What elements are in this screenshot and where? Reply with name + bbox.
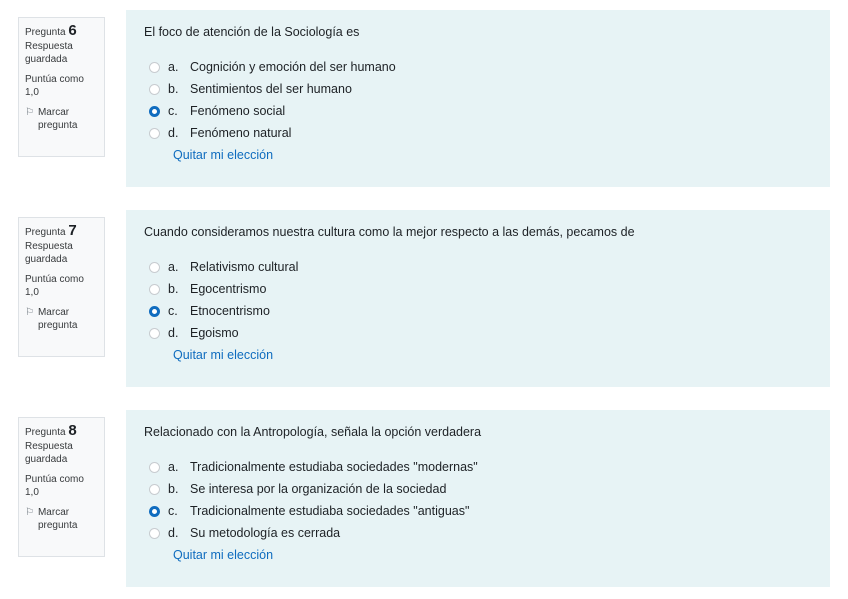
answer-letter: a.	[168, 460, 179, 474]
answer-text: Relativismo cultural	[190, 260, 299, 274]
answer-letter: c.	[168, 104, 178, 118]
answer-text: Egocentrismo	[190, 282, 267, 296]
answer-text: Tradicionalmente estudiaba sociedades "modernas"	[190, 460, 478, 474]
answer-text: Cognición y emoción del ser humano	[190, 60, 396, 74]
answer-letter: c.	[168, 304, 178, 318]
answer-option-d[interactable]	[149, 322, 812, 344]
answer-letter: d.	[168, 526, 179, 540]
answer-text: Fenómeno natural	[190, 126, 292, 140]
flag-question-button[interactable]	[25, 306, 98, 332]
answer-option-a[interactable]	[149, 56, 812, 78]
answer-text: Fenómeno social	[190, 104, 286, 118]
answer-letter: b.	[168, 282, 179, 296]
flag-icon: ⚐	[25, 507, 34, 518]
radio-button[interactable]	[149, 84, 160, 95]
clear-choice-link[interactable]: Quitar mi elección	[173, 548, 274, 562]
flag-label: Marcar pregunta	[37, 107, 78, 131]
question-state: Respuesta guardada	[25, 441, 73, 465]
answer-option-b[interactable]	[149, 478, 812, 500]
answer-list	[144, 256, 812, 362]
question-label: Pregunta	[25, 27, 66, 38]
question-label: Pregunta	[25, 427, 66, 438]
answer-option-c[interactable]	[149, 300, 812, 322]
radio-button-selected[interactable]	[149, 106, 160, 117]
radio-button[interactable]	[149, 284, 160, 295]
question-grade: Puntúa como 1,0	[25, 274, 84, 298]
flag-question-button[interactable]	[25, 106, 98, 132]
question-text: El foco de atención de la Sociología es	[144, 25, 360, 39]
radio-button[interactable]	[149, 484, 160, 495]
answer-letter: d.	[168, 326, 179, 340]
flag-label: Marcar pregunta	[37, 507, 78, 531]
question-number: 6	[68, 22, 77, 39]
answer-option-d[interactable]	[149, 522, 812, 544]
flag-icon: ⚐	[25, 107, 34, 118]
answer-text: Tradicionalmente estudiaba sociedades "antiguas"	[190, 504, 470, 518]
radio-button[interactable]	[149, 128, 160, 139]
question-number: 8	[68, 422, 77, 439]
question-info	[18, 417, 105, 557]
question-label: Pregunta	[25, 227, 66, 238]
answer-list	[144, 56, 812, 162]
question-content	[126, 210, 830, 387]
radio-button[interactable]	[149, 462, 160, 473]
question-text: Relacionado con la Antropología, señala la opción verdadera	[144, 425, 482, 439]
answer-option-a[interactable]	[149, 256, 812, 278]
radio-button-selected[interactable]	[149, 306, 160, 317]
radio-button[interactable]	[149, 62, 160, 73]
answer-text: Su metodología es cerrada	[190, 526, 341, 540]
answer-option-d[interactable]	[149, 122, 812, 144]
answer-text: Se interesa por la organización de la sociedad	[190, 482, 447, 496]
question-number-line	[25, 424, 98, 439]
answer-letter: a.	[168, 260, 179, 274]
question-state: Respuesta guardada	[25, 41, 73, 65]
answer-option-a[interactable]	[149, 456, 812, 478]
question-number-line	[25, 24, 98, 39]
question-info	[18, 217, 105, 357]
answer-text: Egoismo	[190, 326, 239, 340]
radio-button[interactable]	[149, 262, 160, 273]
answer-list	[144, 456, 812, 562]
answer-option-b[interactable]	[149, 78, 812, 100]
question-info	[18, 17, 105, 157]
question-content	[126, 10, 830, 187]
question-state: Respuesta guardada	[25, 241, 73, 265]
clear-choice-link[interactable]: Quitar mi elección	[173, 348, 274, 362]
answer-option-c[interactable]	[149, 100, 812, 122]
radio-button[interactable]	[149, 528, 160, 539]
answer-letter: a.	[168, 60, 179, 74]
question-number: 7	[68, 222, 77, 239]
answer-letter: d.	[168, 126, 179, 140]
question-grade: Puntúa como 1,0	[25, 474, 84, 498]
flag-question-button[interactable]	[25, 506, 98, 532]
flag-icon: ⚐	[25, 307, 34, 318]
answer-text: Etnocentrismo	[190, 304, 270, 318]
radio-button-selected[interactable]	[149, 506, 160, 517]
question-grade: Puntúa como 1,0	[25, 74, 84, 98]
answer-option-b[interactable]	[149, 278, 812, 300]
question-text: Cuando consideramos nuestra cultura como la mejor respecto a las demás, pecamos de	[144, 225, 635, 239]
answer-letter: b.	[168, 82, 179, 96]
answer-letter: c.	[168, 504, 178, 518]
radio-button[interactable]	[149, 328, 160, 339]
answer-text: Sentimientos del ser humano	[190, 82, 352, 96]
answer-letter: b.	[168, 482, 179, 496]
answer-option-c[interactable]	[149, 500, 812, 522]
clear-choice-link[interactable]: Quitar mi elección	[173, 148, 274, 162]
question-number-line	[25, 224, 98, 239]
flag-label: Marcar pregunta	[37, 307, 78, 331]
question-content	[126, 410, 830, 587]
